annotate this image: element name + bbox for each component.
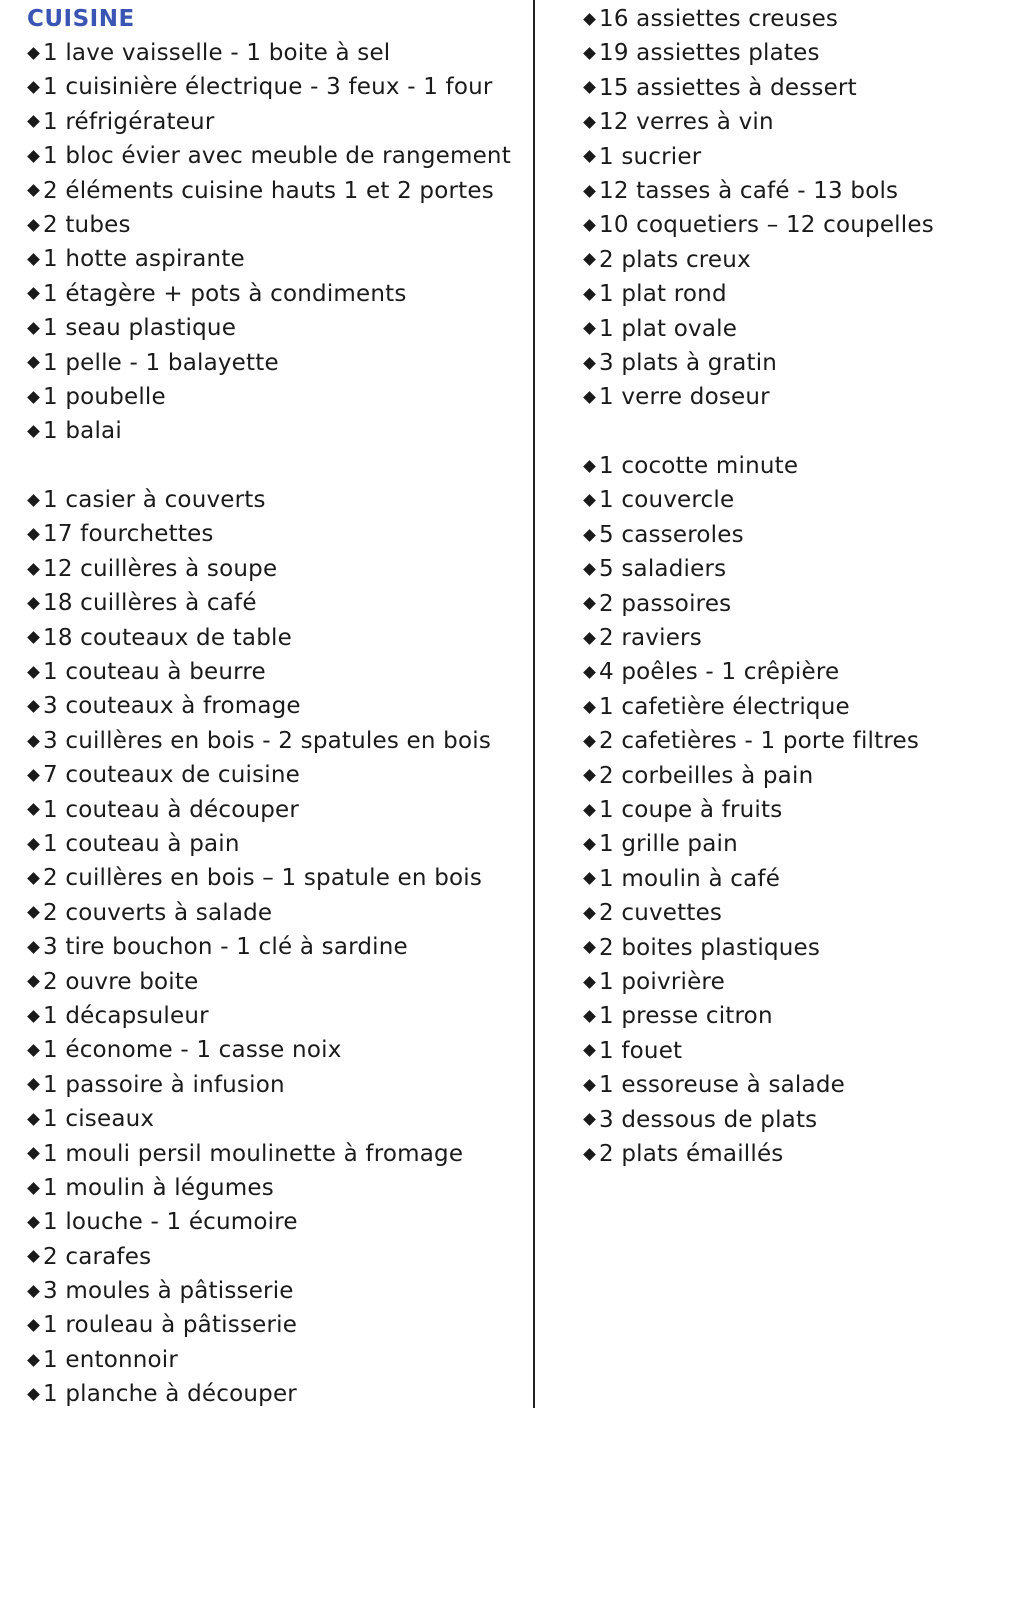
list-item-label: 2 corbeilles à pain <box>599 762 814 789</box>
list-item-label: 1 couteau à découper <box>43 796 300 823</box>
list-item-label: 1 réfrigérateur <box>43 108 215 135</box>
list-item-label: 1 louche - 1 écumoire <box>43 1209 298 1236</box>
list-item <box>581 862 1021 896</box>
list-item <box>581 587 1021 621</box>
list-item <box>25 242 530 276</box>
list-item <box>25 1068 530 1102</box>
diamond-bullet-icon <box>583 701 596 714</box>
diamond-bullet-icon <box>27 1079 40 1092</box>
list-item <box>581 174 1021 208</box>
list-item-label: 1 coupe à fruits <box>599 796 783 823</box>
list-item-label: 1 cafetière électrique <box>599 693 850 720</box>
list-item <box>581 2 1021 36</box>
list-item-label: 3 dessous de plats <box>599 1106 818 1133</box>
diamond-bullet-icon <box>27 803 40 816</box>
list-item-label: 1 casier à couverts <box>43 487 266 514</box>
list-item-label: 1 moulin à café <box>599 865 781 892</box>
list-item-label: 7 couteaux de cuisine <box>43 762 300 789</box>
list-item-label: 1 économe - 1 casse noix <box>43 1037 342 1064</box>
diamond-bullet-icon <box>583 907 596 920</box>
list-item <box>25 1205 530 1239</box>
list-item <box>25 827 530 861</box>
list-item <box>25 208 530 242</box>
list-item <box>25 277 530 311</box>
list-item-label: 2 ouvre boite <box>43 968 199 995</box>
diamond-bullet-icon <box>27 1354 40 1367</box>
diamond-bullet-icon <box>27 563 40 576</box>
diamond-bullet-icon <box>27 1388 40 1401</box>
list-item <box>25 1377 530 1411</box>
diamond-bullet-icon <box>27 872 40 885</box>
list-item <box>581 518 1021 552</box>
diamond-bullet-icon <box>583 391 596 404</box>
diamond-bullet-icon <box>583 632 596 645</box>
list-item <box>25 896 530 930</box>
diamond-bullet-icon <box>583 13 596 26</box>
diamond-bullet-icon <box>583 322 596 335</box>
list-item-label: 2 plats émaillés <box>599 1140 784 1167</box>
diamond-bullet-icon <box>27 666 40 679</box>
list-item <box>25 1343 530 1377</box>
diamond-bullet-icon <box>27 219 40 232</box>
diamond-bullet-icon <box>583 1079 596 1092</box>
diamond-bullet-icon <box>27 184 40 197</box>
column-divider <box>533 0 535 1408</box>
list-item-label: 16 assiettes creuses <box>599 6 839 32</box>
diamond-bullet-icon <box>27 356 40 369</box>
list-item-label: 1 hotte aspirante <box>43 246 245 273</box>
diamond-bullet-icon <box>583 254 596 267</box>
diamond-bullet-icon <box>583 1010 596 1023</box>
list-item <box>581 140 1021 174</box>
diamond-bullet-icon <box>27 769 40 782</box>
diamond-bullet-icon <box>27 253 40 266</box>
list-item-label: 1 planche à découper <box>43 1381 297 1408</box>
list-item <box>581 312 1021 346</box>
list-item <box>25 965 530 999</box>
list-item-label: 3 moules à pâtisserie <box>43 1278 294 1305</box>
list-item-label: 19 assiettes plates <box>599 40 820 67</box>
list-item-label: 1 presse citron <box>599 1003 773 1030</box>
diamond-bullet-icon <box>583 529 596 542</box>
list-item <box>581 827 1021 861</box>
list-item-label: 3 plats à gratin <box>599 349 778 376</box>
diamond-bullet-icon <box>27 700 40 713</box>
diamond-bullet-icon <box>27 150 40 163</box>
list-item-label: 1 poubelle <box>43 383 166 410</box>
diamond-bullet-icon <box>583 1045 596 1058</box>
list-item <box>25 861 530 895</box>
list-item-label: 3 cuillères en bois - 2 spatules en bois <box>43 727 492 754</box>
list-item-label: 1 moulin à légumes <box>43 1174 274 1201</box>
diamond-bullet-icon <box>27 288 40 301</box>
list-item <box>25 999 530 1033</box>
list-item <box>25 139 530 173</box>
diamond-bullet-icon <box>583 873 596 886</box>
list-item <box>581 793 1021 827</box>
list-item <box>581 449 1021 483</box>
diamond-bullet-icon <box>583 735 596 748</box>
list-item <box>25 517 530 551</box>
list-item <box>581 380 1021 414</box>
diamond-bullet-icon <box>583 1148 596 1161</box>
list-item <box>25 793 530 827</box>
list-item-label: 1 essoreuse à salade <box>599 1072 845 1099</box>
diamond-bullet-icon <box>583 941 596 954</box>
list-item <box>25 380 530 414</box>
list-item <box>581 1103 1021 1137</box>
list-item <box>25 1171 530 1205</box>
section-title: CUISINE <box>27 6 135 32</box>
list-item-label: 12 tasses à café - 13 bols <box>599 177 899 204</box>
diamond-bullet-icon <box>27 838 40 851</box>
list-item-label: 1 couteau à pain <box>43 830 240 857</box>
list-item <box>25 758 530 792</box>
diamond-bullet-icon <box>27 1319 40 1332</box>
list-item <box>581 621 1021 655</box>
diamond-bullet-icon <box>27 1250 40 1263</box>
list-item-label: 1 cocotte minute <box>599 453 799 480</box>
diamond-bullet-icon <box>27 425 40 438</box>
list-item-label: 15 assiettes à dessert <box>599 74 857 101</box>
list-item <box>25 1102 530 1136</box>
list-item-label: 18 cuillères à café <box>43 590 257 617</box>
diamond-bullet-icon <box>583 666 596 679</box>
list-item <box>581 105 1021 139</box>
diamond-bullet-icon <box>27 47 40 60</box>
list-item-label: 1 poivrière <box>599 968 725 995</box>
diamond-bullet-icon <box>27 975 40 988</box>
left-column-list <box>25 36 530 1412</box>
diamond-bullet-icon <box>583 185 596 198</box>
diamond-bullet-icon <box>27 597 40 610</box>
list-item-label: 1 plat rond <box>599 281 727 308</box>
diamond-bullet-icon <box>583 494 596 507</box>
diamond-bullet-icon <box>583 47 596 60</box>
diamond-bullet-icon <box>583 597 596 610</box>
list-item <box>581 552 1021 586</box>
diamond-bullet-icon <box>583 357 596 370</box>
diamond-bullet-icon <box>27 941 40 954</box>
list-item-label: 1 couteau à beurre <box>43 659 266 686</box>
list-item <box>581 208 1021 242</box>
diamond-bullet-icon <box>583 563 596 576</box>
diamond-bullet-icon <box>27 391 40 404</box>
list-item <box>581 1034 1021 1068</box>
list-item <box>25 1240 530 1274</box>
diamond-bullet-icon <box>583 769 596 782</box>
list-item <box>581 483 1021 517</box>
diamond-bullet-icon <box>27 322 40 335</box>
list-item-label: 1 ciseaux <box>43 1106 155 1133</box>
list-item-label: 1 grille pain <box>599 831 738 858</box>
list-item-label: 2 passoires <box>599 590 732 617</box>
list-item-label: 5 saladiers <box>599 556 727 583</box>
list-item-label: 2 tubes <box>43 211 131 238</box>
list-item-label: 2 éléments cuisine hauts 1 et 2 portes <box>43 177 494 204</box>
diamond-bullet-icon <box>27 1010 40 1023</box>
list-item <box>581 71 1021 105</box>
list-item <box>581 1137 1021 1171</box>
diamond-bullet-icon <box>27 1044 40 1057</box>
list-item <box>25 586 530 620</box>
diamond-bullet-icon <box>27 1147 40 1160</box>
diamond-bullet-icon <box>27 1285 40 1298</box>
right-column-list <box>581 2 1021 1171</box>
diamond-bullet-icon <box>27 528 40 541</box>
list-item <box>581 931 1021 965</box>
list-item-label: 2 cuillères en bois – 1 spatule en bois <box>43 865 483 892</box>
list-item-label: 3 tire bouchon - 1 clé à sardine <box>43 934 408 961</box>
diamond-bullet-icon <box>583 804 596 817</box>
list-item <box>25 105 530 139</box>
list-item <box>25 414 530 448</box>
list-item-label: 1 fouet <box>599 1037 683 1064</box>
diamond-bullet-icon <box>583 976 596 989</box>
diamond-bullet-icon <box>27 1182 40 1195</box>
list-item <box>25 930 530 964</box>
list-item-label: 2 cuvettes <box>599 900 723 927</box>
list-item <box>25 483 530 517</box>
list-item <box>25 724 530 758</box>
list-item-label: 1 plat ovale <box>599 315 738 342</box>
list-item <box>25 621 530 655</box>
list-item <box>581 896 1021 930</box>
list-item <box>25 1308 530 1342</box>
list-spacer <box>25 449 530 483</box>
list-item-label: 12 cuillères à soupe <box>43 555 278 582</box>
list-spacer <box>581 415 1021 449</box>
list-item <box>25 70 530 104</box>
list-item-label: 1 balai <box>43 418 122 445</box>
list-item-label: 18 couteaux de table <box>43 624 292 651</box>
list-item-label: 2 plats creux <box>599 246 751 273</box>
diamond-bullet-icon <box>583 838 596 851</box>
diamond-bullet-icon <box>27 494 40 507</box>
list-item <box>25 36 530 70</box>
list-item-label: 12 verres à vin <box>599 109 774 136</box>
list-item <box>581 36 1021 70</box>
diamond-bullet-icon <box>583 116 596 129</box>
list-item-label: 1 pelle - 1 balayette <box>43 349 279 376</box>
list-item <box>25 689 530 723</box>
list-item-label: 1 rouleau à pâtisserie <box>43 1312 298 1339</box>
diamond-bullet-icon <box>27 116 40 129</box>
list-item-label: 1 sucrier <box>599 143 702 170</box>
diamond-bullet-icon <box>27 907 40 920</box>
diamond-bullet-icon <box>27 81 40 94</box>
list-item <box>25 346 530 380</box>
list-item-label: 4 poêles - 1 crêpière <box>599 659 840 686</box>
list-item-label: 1 mouli persil moulinette à fromage <box>43 1140 464 1167</box>
list-item-label: 3 couteaux à fromage <box>43 693 301 720</box>
list-item-label: 1 verre doseur <box>599 384 770 411</box>
list-item <box>581 724 1021 758</box>
list-item-label: 2 couverts à salade <box>43 899 273 926</box>
diamond-bullet-icon <box>583 460 596 473</box>
list-item-label: 1 entonnoir <box>43 1346 179 1373</box>
diamond-bullet-icon <box>583 150 596 163</box>
list-item <box>581 759 1021 793</box>
list-item <box>581 999 1021 1033</box>
diamond-bullet-icon <box>583 219 596 232</box>
list-item <box>25 1274 530 1308</box>
list-item <box>25 1033 530 1067</box>
list-item-label: 5 casseroles <box>599 521 744 548</box>
list-item <box>581 655 1021 689</box>
list-item <box>581 243 1021 277</box>
list-item <box>25 655 530 689</box>
list-item <box>25 174 530 208</box>
list-item <box>25 552 530 586</box>
list-item-label: 1 décapsuleur <box>43 1002 209 1029</box>
list-item <box>581 965 1021 999</box>
list-item-label: 2 boites plastiques <box>599 934 821 961</box>
list-item-label: 1 passoire à infusion <box>43 1071 285 1098</box>
list-item-label: 2 cafetières - 1 porte filtres <box>599 728 920 755</box>
list-item <box>581 1068 1021 1102</box>
list-item-label: 2 raviers <box>599 625 702 652</box>
list-item-label: 1 lave vaisselle - 1 boite à sel <box>43 40 391 66</box>
diamond-bullet-icon <box>27 631 40 644</box>
list-item-label: 1 bloc évier avec meuble de rangement <box>43 143 511 170</box>
list-item-label: 17 fourchettes <box>43 521 214 548</box>
list-item-label: 1 étagère + pots à condiments <box>43 280 407 307</box>
list-item-label: 1 couvercle <box>599 487 735 514</box>
diamond-bullet-icon <box>583 288 596 301</box>
list-item <box>25 1137 530 1171</box>
list-item-label: 1 cuisinière électrique - 3 feux - 1 four <box>43 74 493 101</box>
list-item <box>581 690 1021 724</box>
list-item <box>581 277 1021 311</box>
list-item-label: 2 carafes <box>43 1243 152 1270</box>
list-item <box>25 311 530 345</box>
diamond-bullet-icon <box>583 82 596 95</box>
list-item-label: 10 coquetiers – 12 coupelles <box>599 212 934 239</box>
diamond-bullet-icon <box>27 735 40 748</box>
list-item-label: 1 seau plastique <box>43 315 237 342</box>
list-item <box>581 346 1021 380</box>
diamond-bullet-icon <box>583 1113 596 1126</box>
diamond-bullet-icon <box>27 1216 40 1229</box>
diamond-bullet-icon <box>27 1113 40 1126</box>
